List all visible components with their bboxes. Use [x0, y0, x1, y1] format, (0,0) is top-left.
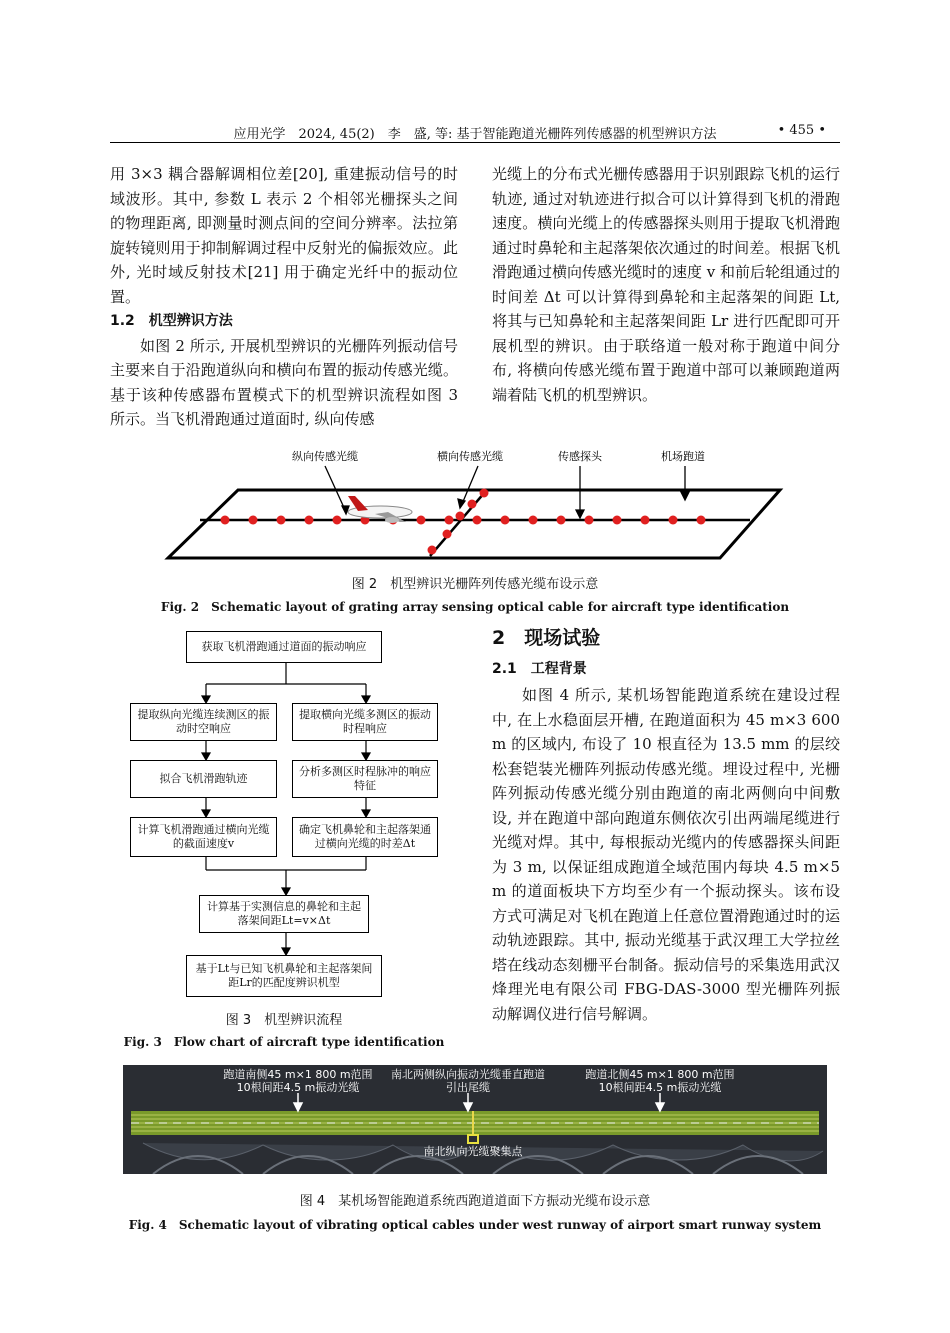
right-paragraph-1: 光缆上的分布式光栅传感器用于识别跟踪飞机的运行轨迹, 通过对轨迹进行拟合可以计算得到飞机的滑跑速度。横向光缆上的传感器探头则用于提取飞机滑跑通过时鼻轮和主起落架依次通过的时间差。根据飞机滑跑通过横向传感光缆时的速度 v 和前后轮组通过的时间差 Δt 可以计算得到鼻轮和主起落架的间距 Lt, 将其与已知鼻轮和主起落架间距 Lr 进行匹配即可开展机型的辨识。由于联络道一般对称于跑道中间分布, 将横向传感光缆布置于跑道中部可以兼顾跑道两端着陆飞机的机型辨识。	[492, 165, 841, 404]
left-paragraph-2: 如图 2 所示, 开展机型辨识的光栅阵列振动信号主要来自于沿跑道纵向和横向布置的振动传感光缆。基于该种传感器布置模式下的机型辨识流程如图 3 所示。当飞机滑跑通过道面时, 纵向传感	[110, 336, 458, 428]
running-header	[110, 120, 840, 143]
flow-step-time-difference: 确定飞机鼻轮和主起落架通过横向光缆的时差Δt	[292, 817, 438, 857]
label-longitudinal-cable: 纵向传感光缆	[292, 450, 358, 463]
section-2-title: 2 现场试验	[492, 627, 601, 649]
fig4-label-mid-1: 南北两侧纵向振动光缆垂直跑道	[391, 1068, 545, 1081]
fig4-label-south-1: 跑道南侧45 m×1 800 m范围	[223, 1068, 373, 1081]
journal-line: 应用光学 2024, 45(2) 李 盛, 等: 基于智能跑道光栅阵列传感器的机型辨识方法	[233, 127, 717, 142]
sensor-probes	[221, 489, 706, 555]
label-transverse-cable: 横向传感光缆	[437, 450, 503, 463]
fig4-label-north-2: 10根间距4.5 m振动光缆	[598, 1081, 722, 1094]
left-column	[110, 162, 458, 432]
label-sensor-probe: 传感探头	[558, 450, 602, 463]
flow-step-compute-speed: 计算飞机滑跑通过横向光缆的截面速度v	[130, 817, 277, 857]
section-1-2-title: 1.2 机型辨识方法	[110, 313, 233, 329]
figure-4-runway-image	[123, 1065, 827, 1174]
page-number: • 455 •	[777, 123, 826, 138]
section-2-paragraph: 如图 4 所示, 某机场智能跑道系统在建设过程中, 在上水稳面层开槽, 在跑道面积为 45 m×3 600 m 的区域内, 布设了 10 根直径为 13.5 mm 的层绞松套铠装光栅阵列振动传感光缆。埋设过程中, 光栅阵列振动传感光缆分别由跑道的南北两侧向中间敷设, 并在跑道中部向跑道东侧依次引出两端尾缆进行光缆对焊。其中, 每根振动光缆内的传感器探头间距为 3 m, 以保证组成跑道全域范围内每块 4.5 m×5 m 的道面板块下方均至少有一个振动探头。该布设方式可满足对飞机在跑道上任意位置滑跑通过时的运动轨迹跟踪。其中, 振动光缆基于武汉理工大学拉丝塔在线动态刻栅平台制备。振动信号的采集选用武汉烽理光电有限公司 FBG-DAS-3000 型光栅阵列振动解调仪进行信号解调。	[492, 686, 840, 1023]
right-column	[492, 162, 840, 407]
flow-step-fit-trajectory: 拟合飞机滑跑轨迹	[130, 760, 277, 798]
fig4-label-center: 南北纵向光缆聚集点	[423, 1145, 523, 1158]
fig4-label-north-1: 跑道北侧45 m×1 800 m范围	[585, 1068, 735, 1081]
flow-step-acquire: 获取飞机滑跑通过道面的振动响应	[186, 631, 382, 663]
figure-2-diagram	[160, 448, 790, 563]
left-paragraph-1: 用 3×3 耦合器解调相位差[20], 重建振动信号的时域波形。其中, 参数 L 表示 2 个相邻光栅探头之间的物理距离, 即测量时测点间的空间分辨率。法拉第旋转镜则用于抑制解调过程中反射光的偏振效应。此外, 光时域反射技术[21] 用于确定光纤中的振动位置。	[110, 165, 458, 306]
figure-2-caption-en: Fig. 2 Schematic layout of grating array sensing optical cable for aircraft type identification	[160, 600, 790, 614]
flow-step-match-type: 基于Lt与已知飞机鼻轮和主起落架间距Lr的匹配度辨识机型	[186, 955, 382, 997]
section-2-column	[492, 626, 840, 1026]
flow-step-transverse-extract: 提取横向光缆多测区的振动时程响应	[292, 703, 438, 741]
flow-step-longitudinal-extract: 提取纵向光缆连续测区的振动时空响应	[130, 703, 277, 741]
figure-3-caption-en: Fig. 3 Flow chart of aircraft type identification	[123, 1035, 445, 1049]
fig4-label-mid-2: 引出尾缆	[446, 1081, 490, 1094]
fig4-label-south-2: 10根间距4.5 m振动光缆	[236, 1081, 360, 1094]
label-airport-runway: 机场跑道	[661, 450, 705, 463]
flow-step-compute-spacing: 计算基于实测信息的鼻轮和主起落架间距Lt=v×Δt	[199, 895, 369, 933]
figure-3-connectors	[120, 630, 460, 1000]
figure-2-caption-zh: 图 2 机型辨识光栅阵列传感光缆布设示意	[351, 577, 599, 592]
section-2-1-title: 2.1 工程背景	[492, 660, 587, 677]
figure-4-caption-zh: 图 4 某机场智能跑道系统西跑道道面下方振动光缆布设示意	[299, 1194, 651, 1209]
figure-4-caption-en: Fig. 4 Schematic layout of vibrating optical cables under west runway of airport smart runway system	[128, 1218, 822, 1232]
flow-step-analyze-pulse: 分析多测区时程脉冲的响应特征	[292, 760, 438, 798]
figure-3-caption-zh: 图 3 机型辨识流程	[225, 1013, 343, 1028]
